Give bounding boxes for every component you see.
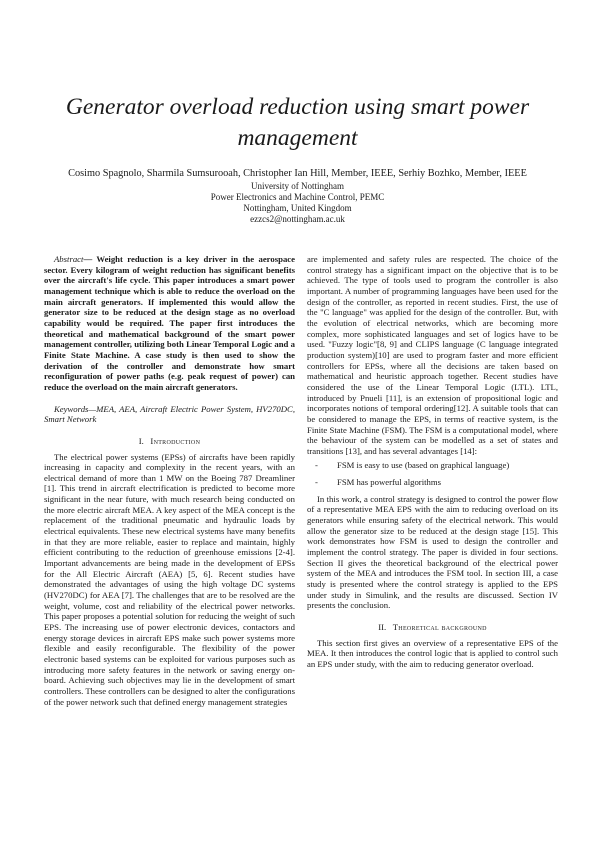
list-item: - FSM is easy to use (based on graphical language): [315, 460, 510, 471]
list-item-text: FSM has powerful algorithms: [337, 477, 442, 488]
list-item-text: FSM is easy to use (based on graphical language): [337, 460, 510, 471]
list-item: - FSM has powerful algorithms: [315, 477, 442, 488]
section-1-number: I.: [138, 435, 144, 446]
section-2-title: Theoretical background: [392, 622, 487, 632]
section-1-title: Introduction: [150, 435, 201, 446]
introduction-continued-paragraph: are implemented and safety rules are respected. The choice of the control strategy has a significant impact on the objective that is to be achieved. The type of tools used to program the controller is also important. A number of programming languages have been used for the design of the controller, as reported in recent studies. First, the use of the "C language" was applied for the design of the controller. But, with the evolution of electrical networks, which are becoming more complex, more sophisticated languages and set of logics have to be used. "Fuzzy logic"[8, 9] and CLIPS language (C language integrated production system)[10] are used to program faster and more efficient controllers for EPSs, where all the decisions are taken based on mathematical and heuristic approach together. Recent studies have considered the use of the Linear Temporal Logic (LTL). LTL, introduced by Pnueli [11], is an extension of propositional logic and incorporates notions of temporal ordering[12]. A suitable tools that can be considered to manage the EPS, in terms of reactive system, is the Finite State Machine (FSM). The FSM is a computational model, where the behaviour of the system can be modelled as a set of states and transitions [13], and has several advantages [14]:: [307, 254, 558, 456]
fsm-advantages-list: [307, 460, 558, 487]
affiliation-department: Power Electronics and Machine Control, PEMC: [210, 192, 385, 202]
right-column: [307, 254, 558, 670]
affiliation-university: University of Nottingham: [251, 181, 344, 191]
introduction-paragraph: The electrical power systems (EPSs) of aircrafts have been rapidly increasing in capacity and complexity in the recent years, with an electrical demand of more than 1 MW on the Boeing 787 Dreamliner [1]. This trend in aircraft electrification is predicted to become more significant in the near future, with much research being conducted on the more electric aircraft MEA. A key aspect of the MEA concept is the replacement of the traditional pneumatic and hydraulic loads by electrical equivalents. These new electrical systems have many benefits in that they are more reliable, easier to replace and maintain, highly efficient contributing to the reduction of greenhouse emissions [2-4]. Important advancements are being made in the development of EPSs for the All Electric Aircraft (AEA) [5, 6]. Recent studies have demonstrated the advantages of using the high voltage DC systems (HV270DC) for AEA [7]. The challenges that are to be resolved are the weight, volume, cost and reliability of the electrical power networks. This paper proposes a potential solution for reducing the weight of such EPS. The increasing use of power electronic devices, contactors and energy storage devices in aircraft EPS make such power systems more flexible and easily reconfigurable. The flexibility of the power electronic based systems can be exploited for various purposes such as introducing more safety features in the network or saving energy on-board. Achieving such objectives may lie in the development of smart controllers. These controllers can be designed to alter the configurations of the power network such that defined energy management strategies: [44, 451, 295, 707]
left-column: [44, 254, 295, 707]
section-1-heading: [44, 436, 295, 447]
work-overview-paragraph: In this work, a control strategy is designed to control the power flow of a representative MEA EPS with the aim to reducing overload on its generators while ensuring safety of the electrical network. This would allow the generator size to be reduced at the design stage [15]. This work demonstrates how FSM is used to design the controller and implement the control strategy. The paper is divided in four sections. Section II gives the theoretical background of the electrical power system of the MEA and introduces the FSM tool. In section III, a case study is presented where the control strategy is applied to the EPS under study in Simulink, and the results are discussed. Section IV presents the conclusion.: [307, 493, 558, 611]
paper-title: Generator overload reduction using smart power management: [65, 94, 530, 151]
contact-email: ezzcs2@nottingham.ac.uk: [250, 214, 345, 224]
abstract-lead: Abstract: [54, 254, 84, 264]
section-2-heading: [307, 622, 558, 633]
abstract: [44, 254, 295, 393]
section-2-number: II.: [378, 622, 387, 632]
author-list: Cosimo Spagnolo, Sharmila Sumsurooah, Christopher Ian Hill, Member, IEEE, Serhiy Bozhko, Member, IEEE: [68, 168, 527, 179]
section-2-paragraph: This section first gives an overview of a representative EPS of the MEA. It then introduces the control logic that is applied to control such an EPS under study, with the aim to reducing generator overload.: [307, 637, 558, 669]
affiliation-location: Nottingham, United Kingdom: [243, 203, 352, 213]
abstract-text: — Weight reduction is a key driver in the aerospace sector. Every kilogram of weight reduction has significant benefits over the aircraft's life cycle. This paper introduces a smart power management technique which is able to reduce the overload on the main aircraft generators. If implemented this would allow the generator size to be reduced at the design stage as no overload capability would be required. The paper first introduces the theoretical and mathematical background of the smart power management controller, utilizing both Linear Temporal Logic and a Finite State Machine. A case study is then used to show the derivation of the controller and demonstrate how smart reconfiguration of power paths (e.g. peak request of power) can reduce the overload on the main aircraft generators.: [44, 254, 295, 392]
keywords: Keywords—MEA, AEA, Aircraft Electric Power System, HV270DC, Smart Network: [44, 403, 295, 425]
